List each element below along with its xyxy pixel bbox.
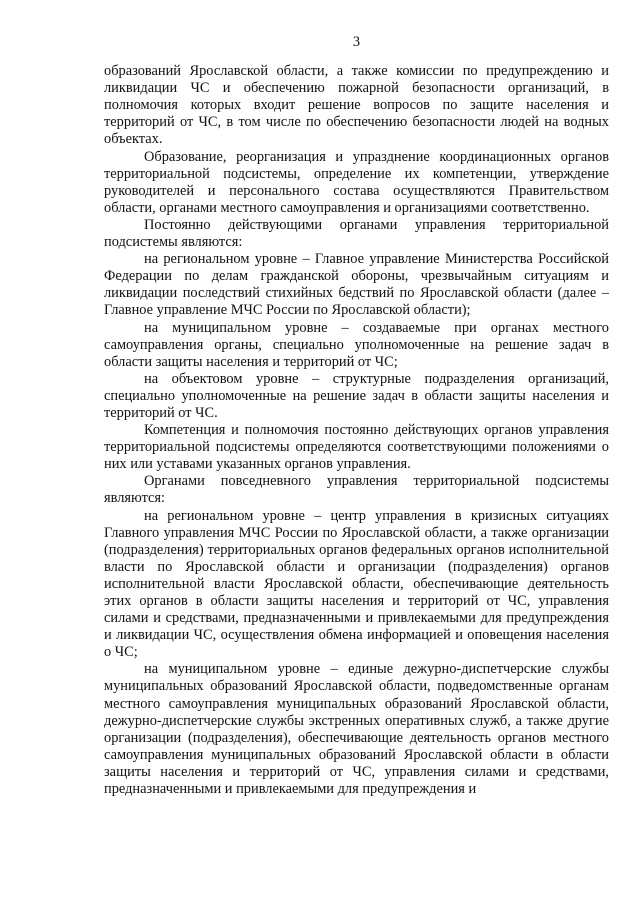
paragraph-daily-regional-level: на региональном уровне – центр управления в кризисных ситуациях Главного управления МЧС России по Ярославской области, а также организации (подразделения) территориальных органов федеральных органов исполнительной власти по Ярославской области и организации (подразделения) органов исполнительной власти Ярославской области, обеспечивающие деятельность этих органов в области защиты населения и территорий от ЧС, управления силами и средствами, предназначенными и привлекаемыми для предупреждения и ликвидации ЧС, осуществления обмена информацией и оповещения населения о ЧС; [104,507,609,661]
paragraph-coordination-bodies: Образование, реорганизация и упразднение координационных органов территориальной подсистемы, определение их компетенции, утверждение руководителей и персонального состава осуществляются Правительством области, органами местного самоуправления и организациями соответственно. [104,148,609,216]
document-page [104,34,609,798]
paragraph-competence: Компетенция и полномочия постоянно действующих органов управления территориальной подсистемы определяются соответствующими положениями о них или уставами указанных органов управления. [104,422,609,473]
paragraph-continuation: образований Ярославской области, а также комиссии по предупреждению и ликвидации ЧС и обеспечению пожарной безопасности организаций, в полномочия которых входит решение вопросов по защите населения и территорий от ЧС, в том числе по обеспечению безопасности людей на водных объектах. [104,63,609,148]
paragraph-regional-level: на региональном уровне – Главное управление Министерства Российской Федерации по делам гражданской обороны, чрезвычайным ситуациям и ликвидации последствий стихийных бедствий по Ярославской области (далее – Главное управление МЧС России по Ярославской области); [104,251,609,319]
paragraph-daily-management-intro: Органами повседневного управления территориальной подсистемы являются: [104,473,609,507]
paragraph-municipal-level: на муниципальном уровне – создаваемые при органах местного самоуправления органы, специально уполномоченные на решение задач в области защиты населения и территорий от ЧС; [104,319,609,370]
paragraph-object-level: на объектовом уровне – структурные подразделения организаций, специально уполномоченные на решение задач в области защиты населения и территорий от ЧС. [104,370,609,421]
page-number: 3 [352,34,361,50]
paragraph-daily-municipal-level: на муниципальном уровне – единые дежурно-диспетчерские службы муниципальных образований Ярославской области, подведомственные органам местного самоуправления муниципальных образований Ярославской области, дежурно-диспетчерские службы экстренных оперативных служб, а также другие организации (подразделения), обеспечивающие деятельность органов местного самоуправления муниципальных образований Ярославской области в области защиты населения и территорий от ЧС, управления силами и средствами, предназначенными и привлекаемыми для предупреждения и [104,661,609,798]
paragraph-permanent-bodies-intro: Постоянно действующими органами управления территориальной подсистемы являются: [104,216,609,251]
